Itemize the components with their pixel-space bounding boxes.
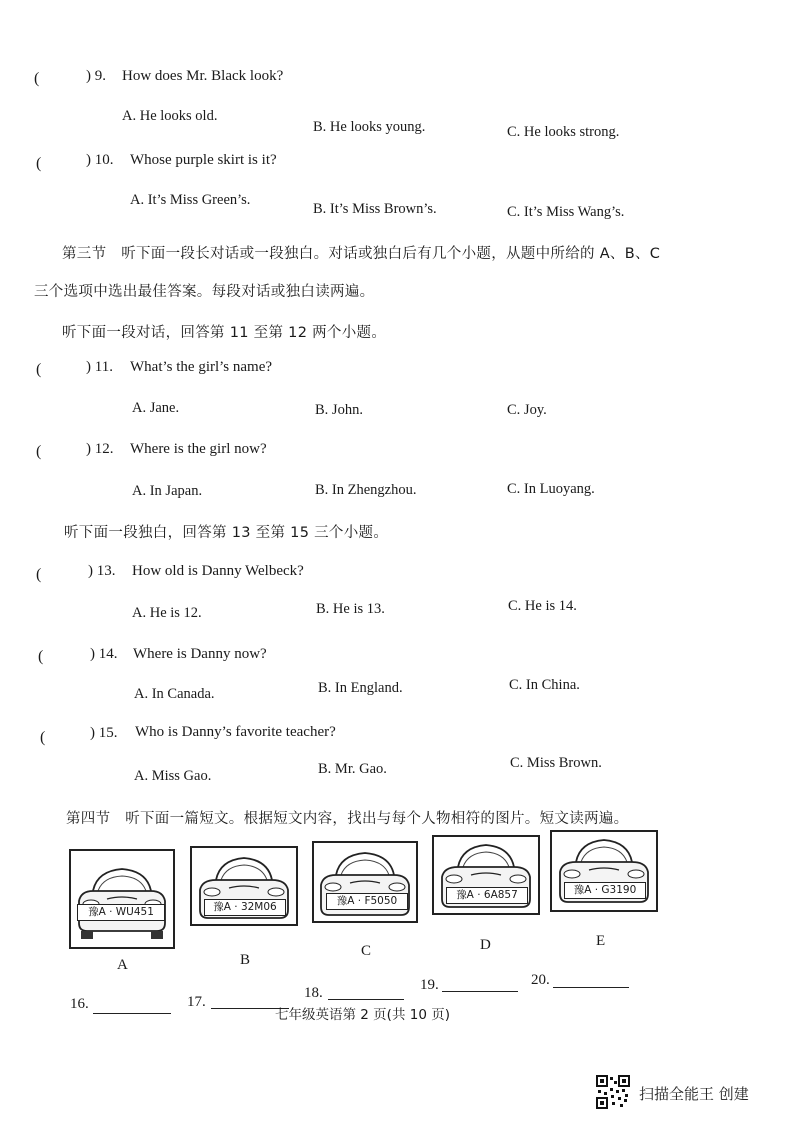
answer-paren: (: [40, 729, 46, 746]
option-b: B. It’s Miss Brown’s.: [313, 201, 437, 217]
question-text: Where is the girl now?: [130, 441, 267, 457]
option-a: A. Miss Gao.: [134, 768, 212, 784]
license-plate: 豫A · 6A857: [446, 887, 528, 904]
qr-code-icon: [596, 1075, 630, 1109]
question-text: Where is Danny now?: [133, 646, 267, 662]
option-a: A. He is 12.: [132, 605, 202, 621]
blank-label-16: 16.: [70, 996, 89, 1012]
question-number: ) 11.: [86, 359, 113, 375]
question-text: How old is Danny Welbeck?: [132, 563, 304, 579]
question-text: Whose purple skirt is it?: [130, 152, 277, 168]
license-plate: 豫A · 32M06: [204, 899, 286, 916]
option-b: B. He is 13.: [316, 601, 385, 617]
car-picture-b: [190, 846, 298, 926]
option-b: B. John.: [315, 402, 363, 418]
question-text: Who is Danny’s favorite teacher?: [135, 724, 336, 740]
answer-blank-16[interactable]: [93, 1013, 171, 1014]
answer-blank-20[interactable]: [553, 987, 629, 988]
license-plate: 豫A · G3190: [564, 882, 646, 899]
option-b: B. Mr. Gao.: [318, 761, 387, 777]
page-footer: 七年级英语第 2 页(共 10 页): [275, 1007, 450, 1023]
option-c: C. He is 14.: [508, 598, 577, 614]
blank-label-18: 18.: [304, 985, 323, 1001]
option-a: A. He looks old.: [122, 108, 218, 124]
car-label-a: A: [117, 957, 128, 973]
option-c: C. He looks strong.: [507, 124, 620, 140]
car-label-b: B: [240, 952, 251, 968]
option-a: A. In Canada.: [134, 686, 215, 702]
section-3-heading: 第三节 听下面一段长对话或一段独白。对话或独白后有几个小题，从题中所给的 A、B、C: [62, 246, 661, 262]
car-picture-e: [550, 830, 658, 912]
option-c: C. In Luoyang.: [507, 481, 595, 497]
question-text: How does Mr. Black look?: [122, 68, 284, 84]
option-b: B. In Zhengzhou.: [315, 482, 417, 498]
monologue-instruction: 听下面一段独白，回答第 13 至第 15 三个小题。: [64, 525, 389, 541]
car-picture-a: [69, 849, 175, 949]
option-a: A. Jane.: [132, 400, 180, 416]
option-c: C. In China.: [509, 677, 580, 693]
section-4-heading: 第四节 听下面一篇短文。根据短文内容，找出与每个人物相符的图片。短文读两遍。: [66, 811, 629, 827]
license-plate: 豫A · F5050: [326, 893, 408, 910]
option-a: A. It’s Miss Green’s.: [130, 192, 251, 208]
option-b: B. He looks young.: [313, 119, 426, 135]
car-label-d: D: [480, 937, 491, 953]
car-label-c: C: [361, 943, 372, 959]
question-number: ) 12.: [86, 441, 114, 457]
answer-paren: (: [36, 443, 42, 460]
dialogue-instruction: 听下面一段对话，回答第 11 至第 12 两个小题。: [62, 325, 387, 341]
blank-label-19: 19.: [420, 977, 439, 993]
option-c: C. Miss Brown.: [510, 755, 602, 771]
car-picture-c: [312, 841, 418, 923]
section-3-heading-cont: 三个选项中选出最佳答案。每段对话或独白读两遍。: [34, 284, 375, 300]
blank-label-17: 17.: [187, 994, 206, 1010]
question-number: ) 15.: [90, 725, 118, 741]
answer-blank-19[interactable]: [442, 991, 518, 992]
answer-blank-18[interactable]: [328, 999, 404, 1000]
option-a: A. In Japan.: [132, 483, 203, 499]
car-label-e: E: [596, 933, 606, 949]
option-c: C. Joy.: [507, 402, 547, 418]
car-icon: [71, 851, 173, 947]
question-text: What’s the girl’s name?: [130, 359, 273, 375]
answer-paren: (: [36, 566, 42, 583]
answer-paren: (: [38, 648, 44, 665]
blank-label-20: 20.: [531, 972, 550, 988]
answer-paren: (: [36, 361, 42, 378]
option-c: C. It’s Miss Wang’s.: [507, 204, 625, 220]
answer-paren: (: [34, 70, 40, 87]
scanner-watermark: 扫描全能王 创建: [639, 1085, 749, 1103]
question-number: ) 14.: [90, 646, 118, 662]
question-number: ) 10.: [86, 152, 114, 168]
question-number: ) 9.: [86, 68, 106, 84]
car-picture-d: [432, 835, 540, 915]
answer-paren: (: [36, 155, 42, 172]
question-number: ) 13.: [88, 563, 116, 579]
option-b: B. In England.: [318, 680, 403, 696]
license-plate: 豫A · WU451: [77, 904, 165, 921]
